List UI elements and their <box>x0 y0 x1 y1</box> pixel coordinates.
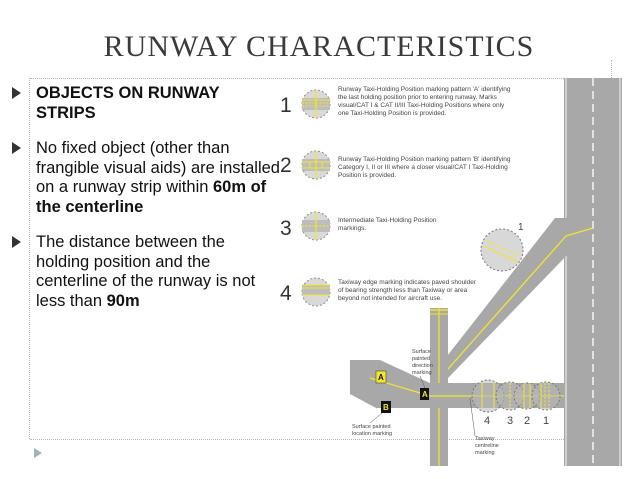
bullet-heading: OBJECTS ON RUNWAY STRIPS <box>36 84 220 122</box>
legend-number: 1 <box>280 94 292 117</box>
svg-text:centreline: centreline <box>475 443 499 449</box>
svg-text:painted: painted <box>412 356 431 362</box>
bullet-text: The distance between the holding position and the centerline of the runway is not less than <box>36 233 256 310</box>
svg-text:Category I, II or III where a: Category I, II or III where a closer visual/CAT I Taxi-Holding <box>338 164 508 171</box>
location-sign-b <box>381 401 391 413</box>
svg-text:Taxiway edge marking indicates: Taxiway edge marking indicates paved shoulder <box>338 279 477 286</box>
holding-position-upper <box>481 222 524 271</box>
bullet-arrow-icon <box>12 142 21 154</box>
svg-text:Position is provided.: Position is provided. <box>338 172 397 179</box>
svg-text:marking: marking <box>475 450 495 456</box>
bullet-arrow-icon <box>12 87 21 99</box>
legend-text-1 <box>338 86 511 117</box>
legend-text-2 <box>338 156 511 179</box>
svg-text:A: A <box>378 373 384 382</box>
svg-text:A: A <box>422 390 428 399</box>
position-number: 1 <box>518 222 524 233</box>
legend-symbol-1 <box>302 90 330 118</box>
position-number: 2 <box>524 415 531 427</box>
taxi-holding-diagram <box>270 78 622 466</box>
legend-number: 2 <box>280 154 292 177</box>
callout-location-marking <box>352 413 392 437</box>
svg-text:Runway Taxi-Holding Position m: Runway Taxi-Holding Position marking pattern 'B' identifying <box>338 156 511 163</box>
svg-text:Runway Taxi-Holding Position m: Runway Taxi-Holding Position marking pattern 'A' identifying <box>338 86 511 93</box>
legend-symbol-4 <box>302 278 330 306</box>
bullet-item <box>12 84 282 123</box>
svg-text:of bearing strength less than: of bearing strength less than Taxiway or area <box>338 287 468 294</box>
legend-symbol-3 <box>302 212 330 240</box>
legend-number: 3 <box>280 217 292 240</box>
location-sign-a <box>376 371 386 383</box>
svg-text:location marking: location marking <box>352 431 393 437</box>
svg-text:direction: direction <box>412 363 433 369</box>
position-number: 3 <box>507 415 514 427</box>
direction-sign-a <box>420 388 429 400</box>
svg-text:the last holding position prio: the last holding position prior to entering runway. Marks <box>338 94 497 101</box>
svg-text:B: B <box>383 403 389 412</box>
svg-text:Intermediate Taxi-Holding Posi: Intermediate Taxi-Holding Position <box>338 217 437 224</box>
bullet-item <box>12 139 282 217</box>
svg-text:visual/CAT I & CAT II/III Taxi: visual/CAT I & CAT II/III Taxi-Holding Positions where only <box>338 102 505 109</box>
legend-symbol-2 <box>302 151 330 179</box>
bullet-item <box>12 233 282 311</box>
svg-text:markings.: markings. <box>338 225 367 232</box>
svg-text:Taxiway: Taxiway <box>475 436 495 442</box>
runway <box>564 78 622 466</box>
position-number: 4 <box>484 415 491 427</box>
holding-position-1 <box>532 382 560 410</box>
bullet-emphasis: 90m <box>106 291 140 310</box>
legend-text-4 <box>338 279 477 302</box>
slide-corner-arrow-icon <box>34 448 42 458</box>
bullet-text: No fixed object (other than frangible visual aids) are installed on a runway strip within <box>36 139 280 196</box>
svg-text:Surface: Surface <box>412 349 431 355</box>
slide-title: RUNWAY CHARACTERISTICS <box>103 30 535 63</box>
bullet-emphasis: 60m of the centerline <box>36 178 267 216</box>
svg-text:Surface painted: Surface painted <box>352 424 391 430</box>
bullet-list <box>12 84 282 327</box>
svg-text:beyond not intended for aircra: beyond not intended for aircraft use. <box>338 295 443 302</box>
svg-text:one Taxi-Holding Position is p: one Taxi-Holding Position is provided. <box>338 110 447 117</box>
legend-text-3 <box>338 217 437 232</box>
position-number: 1 <box>543 415 550 427</box>
right-divider <box>611 60 612 78</box>
legend-number: 4 <box>280 282 292 305</box>
svg-text:marking: marking <box>412 370 432 376</box>
bullet-arrow-icon <box>12 236 21 248</box>
